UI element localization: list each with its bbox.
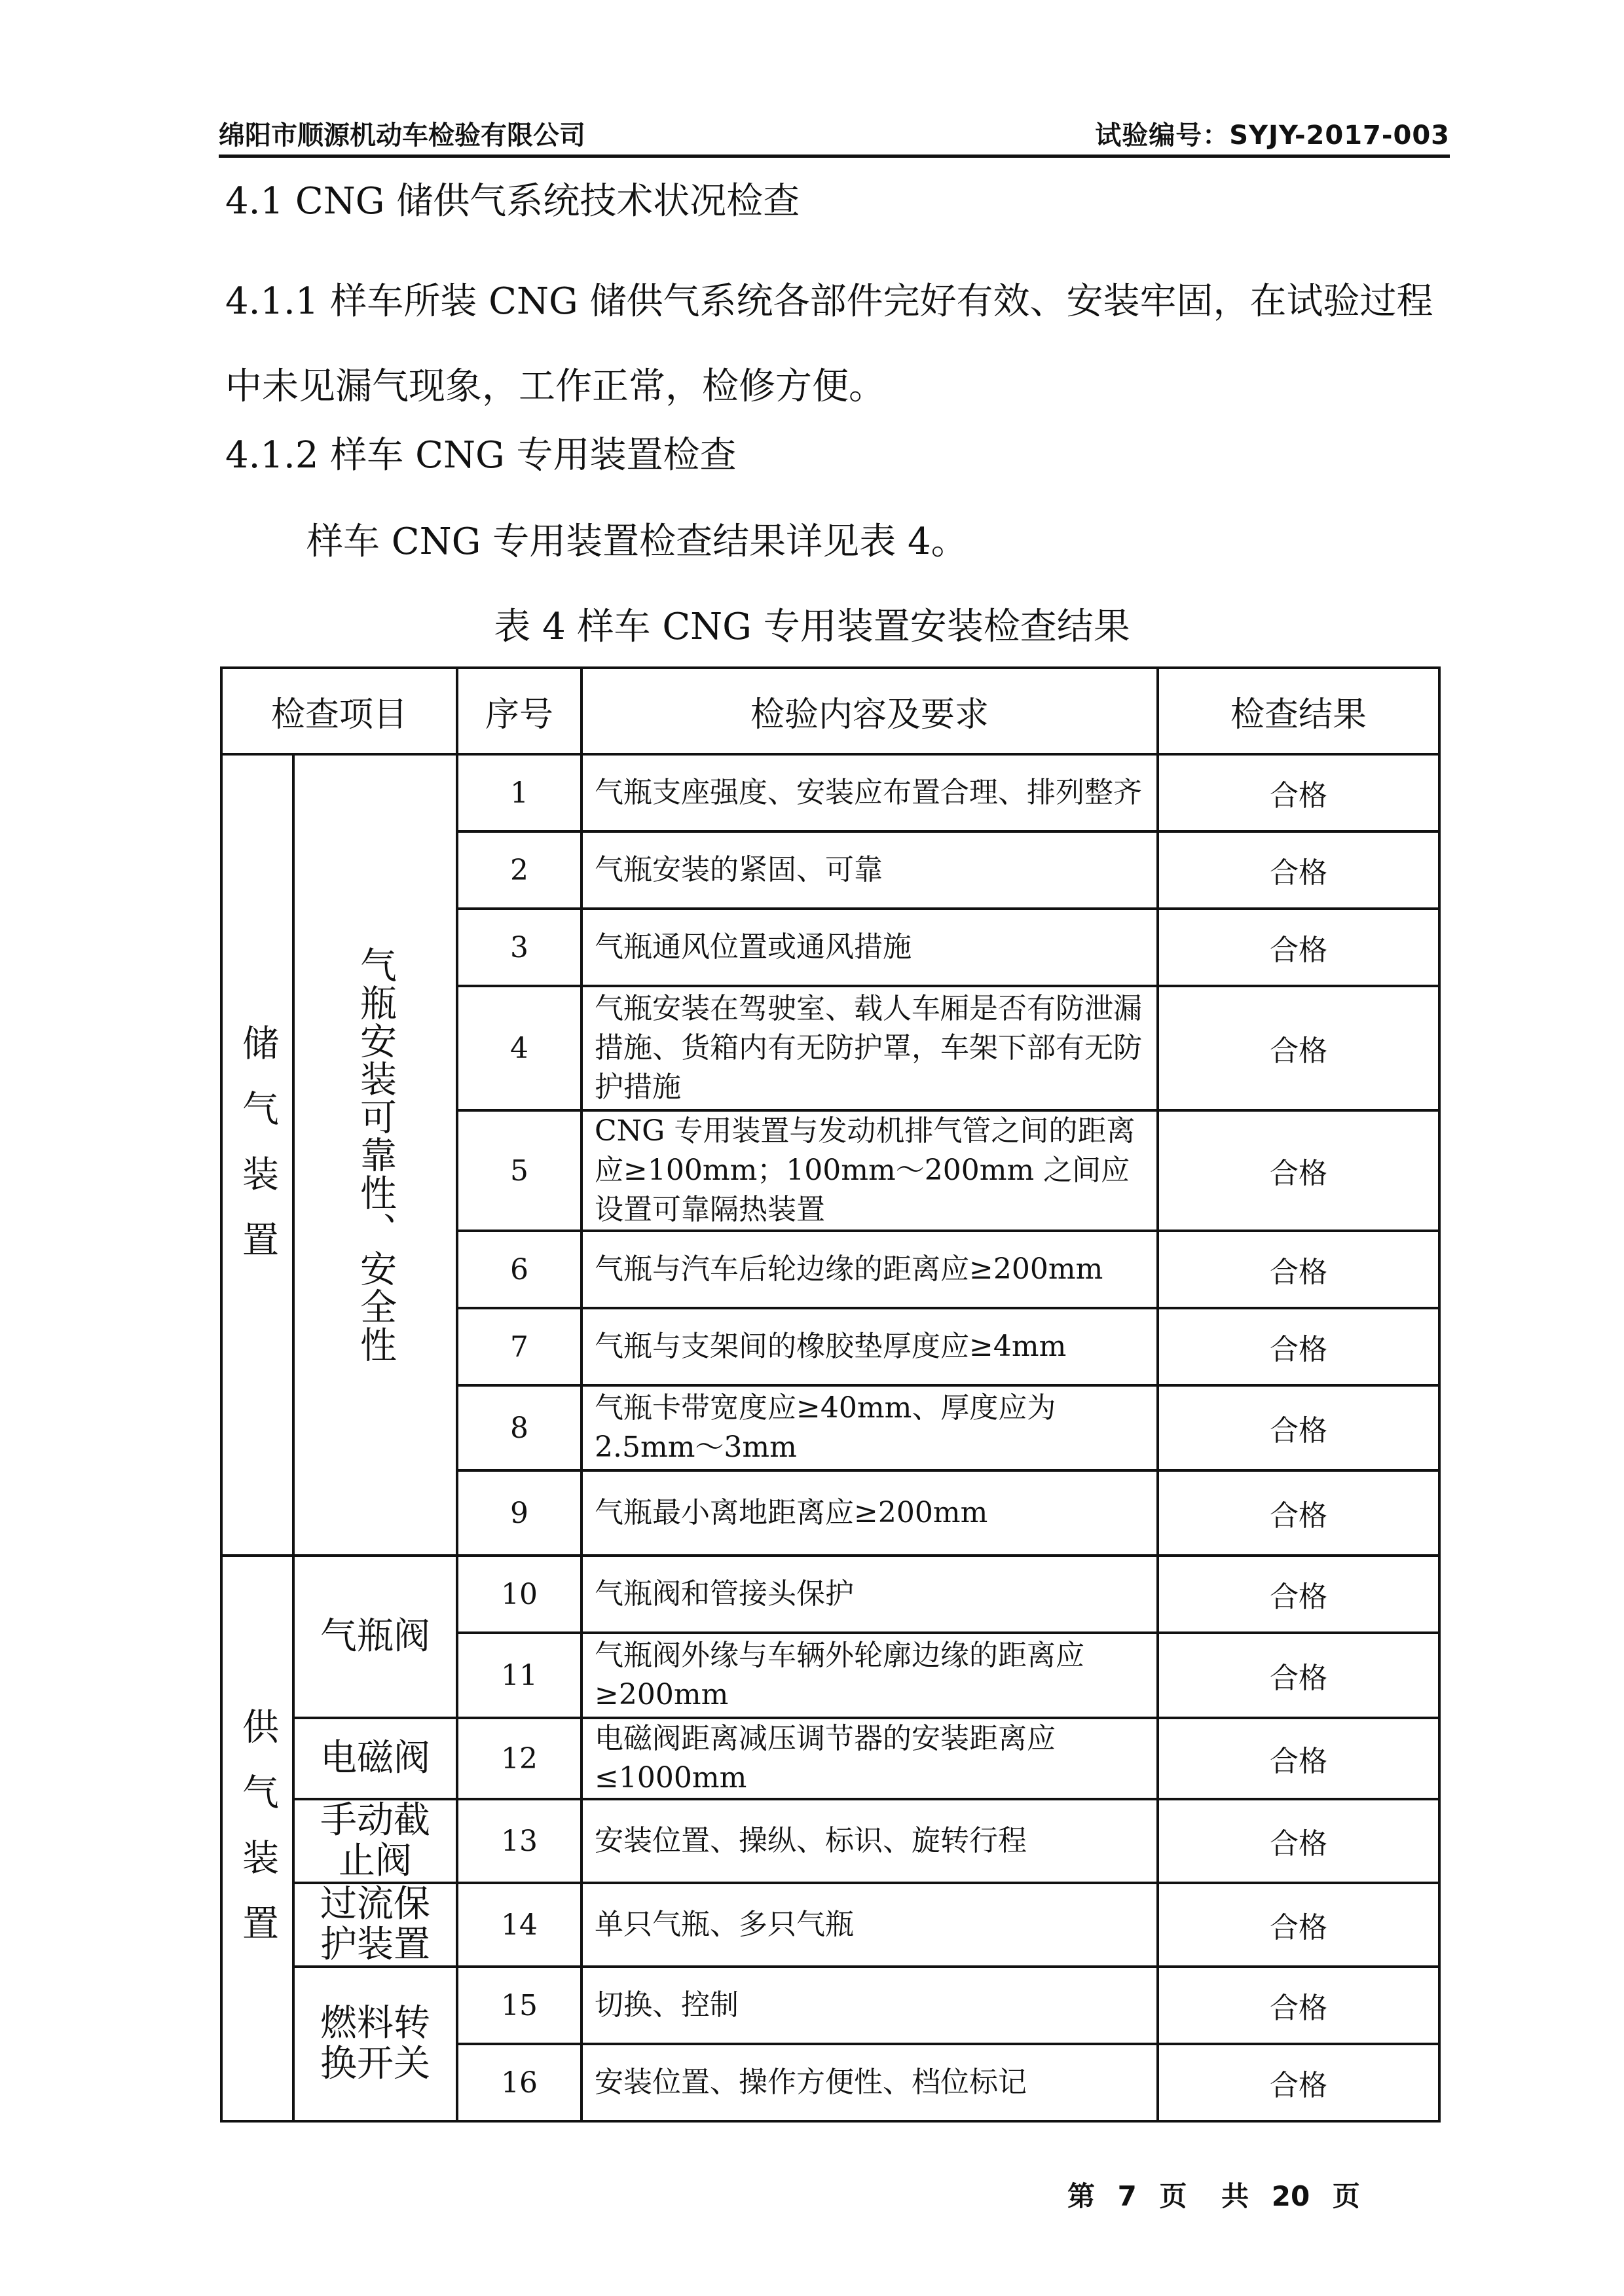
row-number: 12 bbox=[457, 1718, 581, 1799]
table-row bbox=[221, 1967, 1439, 2044]
row-requirement: 电磁阀距离减压调节器的安装距离应≤1000mm bbox=[581, 1718, 1158, 1799]
row-number: 2 bbox=[457, 831, 581, 909]
table-row bbox=[221, 1718, 1439, 1799]
subgroup-name: 气瓶安装可靠性、安全性 bbox=[354, 946, 397, 1364]
row-number: 9 bbox=[457, 1470, 581, 1556]
table-row bbox=[221, 1556, 1439, 1633]
row-result: 合格 bbox=[1158, 1231, 1439, 1308]
row-requirement: 气瓶与汽车后轮边缘的距离应≥200mm bbox=[581, 1231, 1158, 1308]
page-header bbox=[219, 117, 1450, 158]
row-result: 合格 bbox=[1158, 909, 1439, 986]
row-number: 15 bbox=[457, 1967, 581, 2044]
table-row bbox=[221, 1799, 1439, 1883]
table-body bbox=[221, 754, 1439, 2121]
section-4-1-2-title: 4.1.2 样车 CNG 专用装置检查 bbox=[225, 434, 737, 477]
table-caption: 表 4 样车 CNG 专用装置安装检查结果 bbox=[494, 606, 1130, 648]
group-name: 储气装置 bbox=[236, 1024, 279, 1286]
row-number: 13 bbox=[457, 1799, 581, 1883]
row-requirement: 单只气瓶、多只气瓶 bbox=[581, 1883, 1158, 1967]
row-number: 11 bbox=[457, 1633, 581, 1718]
company-name: 绵阳市顺源机动车检验有限公司 bbox=[219, 120, 585, 151]
row-requirement: 安装位置、操作方便性、档位标记 bbox=[581, 2044, 1158, 2121]
row-number: 16 bbox=[457, 2044, 581, 2121]
row-result: 合格 bbox=[1158, 831, 1439, 909]
table-header-row bbox=[221, 668, 1439, 754]
row-requirement: CNG 专用装置与发动机排气管之间的距离应≥100mm；100mm～200mm 之间应设置可靠隔热装置 bbox=[581, 1110, 1158, 1231]
row-result: 合格 bbox=[1158, 1110, 1439, 1231]
subgroup-name: 电磁阀 bbox=[320, 1737, 430, 1779]
row-result: 合格 bbox=[1158, 1470, 1439, 1556]
header-requirement: 检验内容及要求 bbox=[581, 668, 1158, 754]
page-number: 第 7 页 bbox=[1067, 2180, 1187, 2212]
header-no: 序号 bbox=[457, 668, 581, 754]
row-result: 合格 bbox=[1158, 1633, 1439, 1718]
subgroup-cell bbox=[293, 1556, 457, 1718]
subgroup-name: 手动截止阀 bbox=[320, 1799, 430, 1882]
header-item: 检查项目 bbox=[221, 668, 457, 754]
row-number: 5 bbox=[457, 1110, 581, 1231]
row-number: 8 bbox=[457, 1385, 581, 1470]
row-number: 10 bbox=[457, 1556, 581, 1633]
group-cell bbox=[221, 754, 293, 1556]
page-footer bbox=[1067, 2175, 1372, 2214]
row-number: 3 bbox=[457, 909, 581, 986]
page-total: 共 20 页 bbox=[1221, 2180, 1360, 2212]
test-number: 试验编号：SYJY-2017-003 bbox=[1095, 120, 1450, 151]
row-number: 7 bbox=[457, 1308, 581, 1385]
table-reference-text: 样车 CNG 专用装置检查结果详见表 4。 bbox=[306, 520, 968, 563]
row-requirement: 气瓶通风位置或通风措施 bbox=[581, 909, 1158, 986]
row-result: 合格 bbox=[1158, 1556, 1439, 1633]
header-result: 检查结果 bbox=[1158, 668, 1439, 754]
section-4-1-title: 4.1 CNG 储供气系统技术状况检查 bbox=[225, 180, 800, 223]
row-number: 4 bbox=[457, 986, 581, 1110]
row-requirement: 气瓶最小离地距离应≥200mm bbox=[581, 1470, 1158, 1556]
row-requirement: 气瓶支座强度、安装应布置合理、排列整齐 bbox=[581, 754, 1158, 831]
row-requirement: 安装位置、操纵、标识、旋转行程 bbox=[581, 1799, 1158, 1883]
row-requirement: 切换、控制 bbox=[581, 1967, 1158, 2044]
row-requirement: 气瓶安装在驾驶室、载人车厢是否有防泄漏措施、货箱内有无防护罩，车架下部有无防护措施 bbox=[581, 986, 1158, 1110]
row-number: 1 bbox=[457, 754, 581, 831]
row-result: 合格 bbox=[1158, 1718, 1439, 1799]
row-requirement: 气瓶阀和管接头保护 bbox=[581, 1556, 1158, 1633]
row-result: 合格 bbox=[1158, 2044, 1439, 2121]
row-requirement: 气瓶阀外缘与车辆外轮廓边缘的距离应≥200mm bbox=[581, 1633, 1158, 1718]
table-row bbox=[221, 1883, 1439, 1967]
row-requirement: 气瓶卡带宽度应≥40mm、厚度应为 2.5mm～3mm bbox=[581, 1385, 1158, 1470]
table-row bbox=[221, 754, 1439, 831]
subgroup-cell bbox=[293, 1883, 457, 1967]
subgroup-name: 过流保护装置 bbox=[320, 1883, 430, 1966]
row-number: 14 bbox=[457, 1883, 581, 1967]
row-result: 合格 bbox=[1158, 1967, 1439, 2044]
row-result: 合格 bbox=[1158, 1799, 1439, 1883]
section-4-1-1-text: 4.1.1 样车所装 CNG 储供气系统各部件完好有效、安装牢固，在试验过程中未见漏气现象，工作正常，检修方便。 bbox=[225, 280, 1433, 408]
row-result: 合格 bbox=[1158, 1385, 1439, 1470]
row-number: 6 bbox=[457, 1231, 581, 1308]
group-cell bbox=[221, 1556, 293, 2121]
subgroup-cell bbox=[293, 754, 457, 1556]
row-result: 合格 bbox=[1158, 754, 1439, 831]
row-result: 合格 bbox=[1158, 1883, 1439, 1967]
row-result: 合格 bbox=[1158, 986, 1439, 1110]
group-name: 供气装置 bbox=[236, 1707, 279, 1969]
inspection-table bbox=[220, 666, 1441, 2123]
row-requirement: 气瓶安装的紧固、可靠 bbox=[581, 831, 1158, 909]
subgroup-cell bbox=[293, 1718, 457, 1799]
row-result: 合格 bbox=[1158, 1308, 1439, 1385]
subgroup-cell bbox=[293, 1967, 457, 2121]
subgroup-cell bbox=[293, 1799, 457, 1883]
row-requirement: 气瓶与支架间的橡胶垫厚度应≥4mm bbox=[581, 1308, 1158, 1385]
subgroup-name: 燃料转换开关 bbox=[320, 2002, 430, 2085]
subgroup-name: 气瓶阀 bbox=[320, 1615, 430, 1658]
